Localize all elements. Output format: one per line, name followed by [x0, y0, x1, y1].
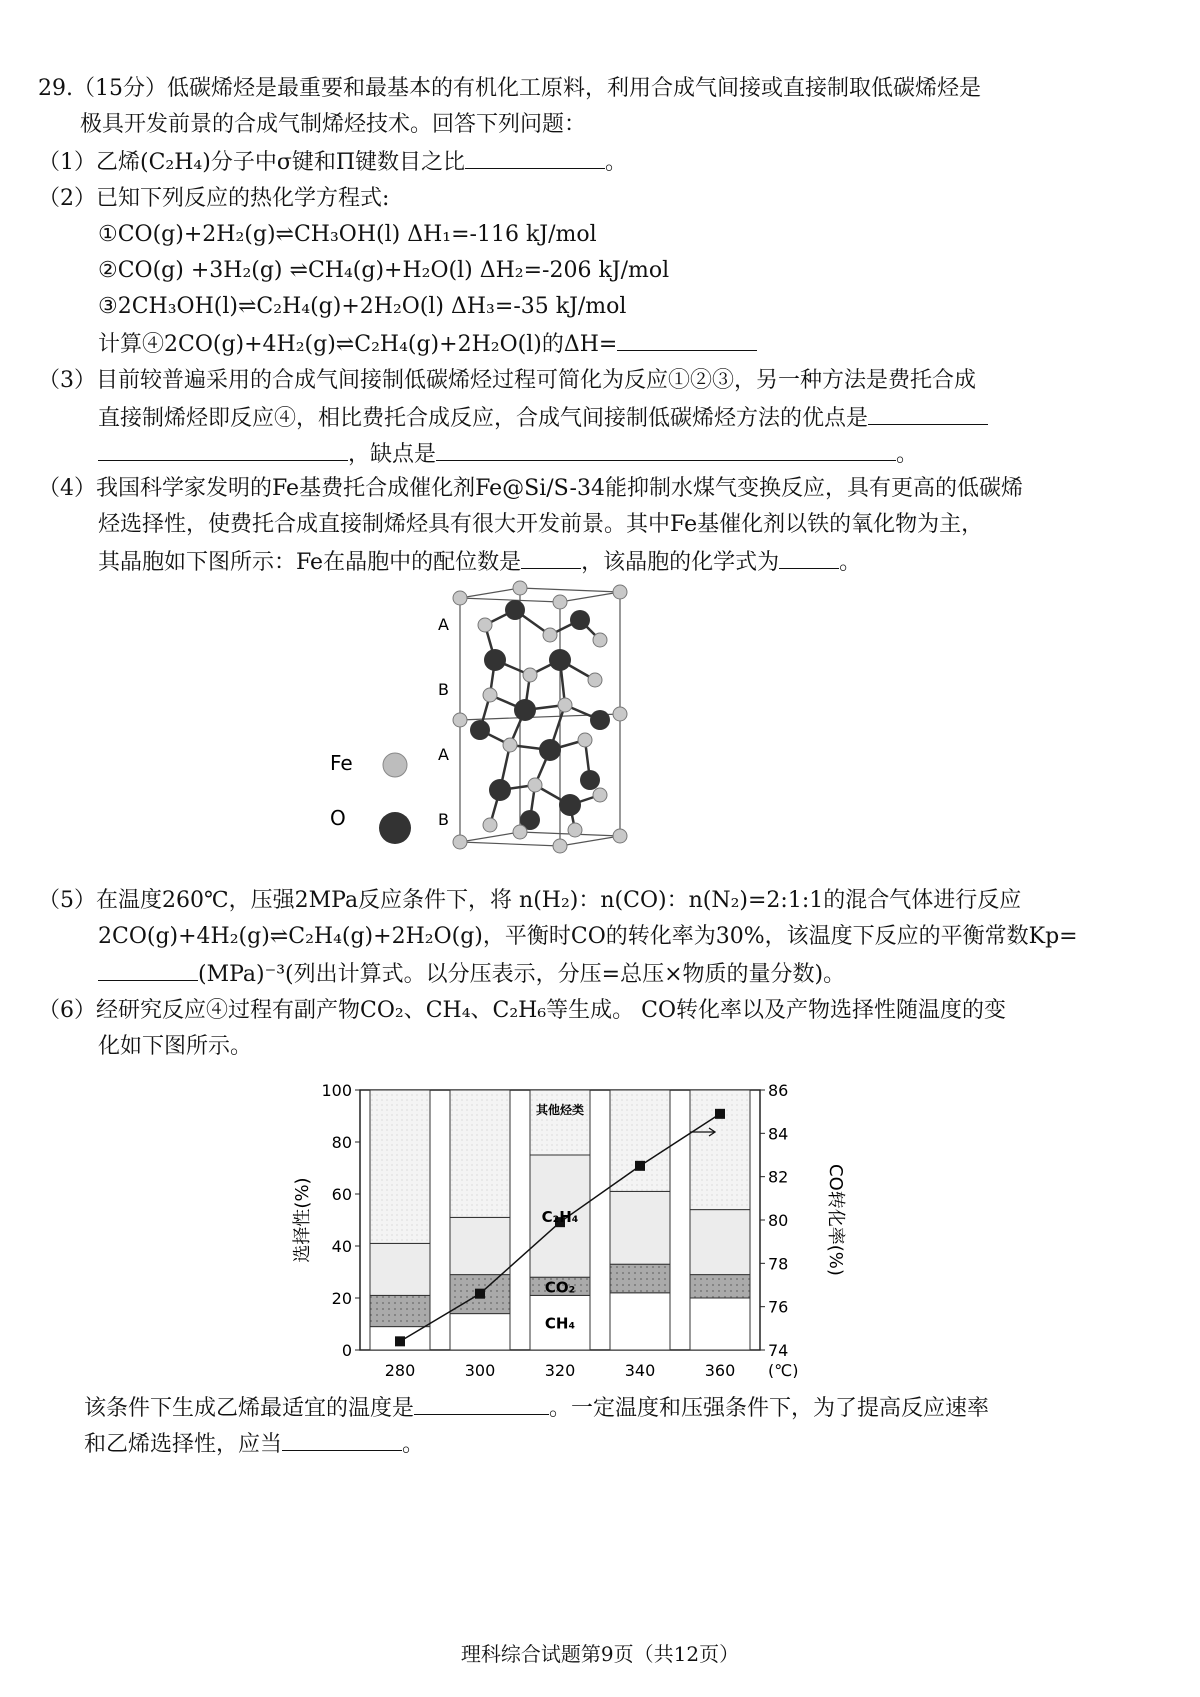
left-tick-label: 0 — [341, 1341, 352, 1360]
q5-line-1: （5）在温度260℃，压强2MPa反应条件下，将 n(H₂)：n(CO)：n(N₂)=2:1:1的混合气体进行反应 — [38, 888, 1022, 913]
question-number: 29. — [38, 76, 73, 101]
q5-line-3: (MPa)⁻³(列出计算式。以分压表示，分压=总压×物质的量分数)。 — [98, 958, 845, 990]
q2-equation-3: ③2CH₃OH(l)⇌C₂H₄(g)+2H₂O(l) ΔH₃=-35 kJ/mol — [98, 294, 627, 319]
selectivity-conversion-chart — [290, 1078, 850, 1378]
q5-line-2: 2CO(g)+4H₂(g)⇌C₂H₄(g)+2H₂O(g)，平衡时CO的转化率为30%，该温度下反应的平衡常数Kp= — [98, 924, 1078, 949]
q2-equation-1: ①CO(g)+2H₂(g)⇌CH₃OH(l) ΔH₁=-116 kJ/mol — [98, 222, 597, 247]
q2-answer-blank[interactable] — [617, 328, 757, 351]
q4-line-3: 其晶胞如下图所示：Fe在晶胞中的配位数是 ，该晶胞的化学式为 。 — [98, 546, 861, 578]
right-tick-label: 76 — [768, 1297, 789, 1317]
q3-advantage-blank[interactable] — [868, 402, 988, 425]
q3-line-2: 直接制烯烃即反应④，相比费托合成反应，合成气间接制低碳烯烃方法的优点是 — [98, 402, 988, 434]
q3-line-3: ，缺点是 。 — [98, 438, 918, 470]
bar-360-series-1 — [690, 1275, 750, 1298]
right-tick-label: 86 — [768, 1081, 789, 1100]
left-axis-ticks — [321, 1081, 360, 1360]
q6-temperature-blank[interactable] — [414, 1392, 549, 1415]
right-tick-label: 84 — [768, 1124, 789, 1144]
q6-after-line-1: 该条件下生成乙烯最适宜的温度是 。一定温度和压强条件下，为了提高反应速率 — [84, 1392, 989, 1424]
bar-320-series-3 — [530, 1090, 590, 1155]
q4-line-1: （4）我国科学家发明的Fe基费托合成催化剂Fe@Si/S-34能抑制水煤气变换反应，具有更高的低碳烯 — [38, 476, 1023, 501]
left-tick-label: 60 — [331, 1185, 352, 1204]
left-tick-label: 80 — [331, 1133, 352, 1152]
right-axis-label: CO转化率(%) — [825, 1164, 846, 1276]
left-tick-label: 40 — [331, 1237, 352, 1256]
co-conversion-point — [715, 1109, 725, 1119]
q2-heading: （2）已知下列反应的热化学方程式: — [38, 186, 390, 211]
right-tick-label: 80 — [768, 1211, 789, 1230]
legend-o-label: O — [330, 806, 346, 830]
bar-340-series-0 — [610, 1293, 670, 1350]
q3-line-1: （3）目前较普遍采用的合成气间接制低碳烯烃过程可简化为反应①②③，另一种方法是费托合成 — [38, 368, 977, 393]
q6-after-line-2: 和乙烯选择性，应当 。 — [84, 1428, 424, 1460]
legend-fe-atom — [383, 753, 407, 777]
right-tick-label: 74 — [768, 1341, 789, 1360]
left-axis-label: 选择性(%) — [292, 1177, 313, 1263]
x-tick-label: 300 — [464, 1361, 496, 1378]
left-tick-label: 100 — [321, 1081, 352, 1100]
series-label-1: CO₂ — [544, 1278, 576, 1297]
q6-line-2: 化如下图所示。 — [98, 1034, 253, 1059]
series-label-0: CH₄ — [544, 1314, 576, 1333]
q4-coordination-blank[interactable] — [521, 546, 581, 569]
series-label-3: 其他烃类 — [535, 1103, 585, 1117]
q2-equation-2: ②CO(g) +3H₂(g) ⇌CH₄(g)+H₂O(l) ΔH₂=-206 kJ/mol — [98, 258, 670, 283]
legend-fe-label: Fe — [330, 751, 353, 775]
q6-line-1: （6）经研究反应④过程有副产物CO₂、CH₄、C₂H₆等生成。 CO转化率以及产物选择性随温度的变 — [38, 998, 1007, 1023]
crystal-cell-figure — [320, 580, 700, 880]
bar-340-series-3 — [610, 1090, 670, 1191]
bar-300-series-2 — [450, 1217, 510, 1274]
layer-label-a-1: A — [438, 615, 449, 634]
bar-280-series-2 — [370, 1243, 430, 1295]
x-tick-label: 280 — [384, 1361, 416, 1378]
q4-line-2: 烃选择性，使费托合成直接制烯烃具有很大开发前景。其中Fe基催化剂以铁的氧化物为主， — [98, 512, 984, 537]
co-conversion-point — [395, 1336, 405, 1346]
co-conversion-point — [475, 1289, 485, 1299]
q1-answer-blank[interactable] — [465, 146, 605, 169]
bar-280-series-3 — [370, 1090, 430, 1243]
co-conversion-point — [635, 1161, 645, 1171]
left-tick-label: 20 — [331, 1289, 352, 1308]
page-footer: 理科综合试题第9页（共12页） — [460, 1642, 740, 1666]
bar-340-series-2 — [610, 1191, 670, 1264]
x-tick-label: 320 — [544, 1361, 576, 1378]
x-tick-label: 360 — [704, 1361, 736, 1378]
layer-label-a-2: A — [438, 745, 449, 764]
q5-kp-blank[interactable] — [98, 958, 198, 981]
series-label-2: C₂H₄ — [541, 1208, 579, 1227]
q2-calc: 计算④2CO(g)+4H₂(g)⇌C₂H₄(g)+2H₂O(l)的ΔH= — [98, 328, 757, 360]
bar-360-series-0 — [690, 1298, 750, 1350]
x-tick-label: 340 — [624, 1361, 656, 1378]
q4-formula-blank[interactable] — [779, 546, 839, 569]
q3-advantage-blank-cont[interactable] — [98, 438, 348, 461]
right-tick-label: 78 — [768, 1254, 789, 1274]
right-axis-ticks — [760, 1081, 788, 1360]
bar-360-series-2 — [690, 1210, 750, 1275]
bar-340-series-1 — [610, 1264, 670, 1293]
question-29-intro-line-1: 29.（15分）低碳烯烃是最重要和最基本的有机化工原料，利用合成气间接或直接制取低碳烯烃是 — [38, 76, 981, 101]
right-tick-label: 82 — [768, 1167, 789, 1187]
q3-disadvantage-blank[interactable] — [436, 438, 896, 461]
q1: （1）乙烯(C₂H₄)分子中σ键和Π键数目之比 。 — [38, 146, 627, 178]
bar-360-series-3 — [690, 1090, 750, 1210]
x-unit-label: (℃) — [768, 1361, 799, 1378]
layer-label-b-1: B — [438, 680, 449, 699]
bar-300-series-3 — [450, 1090, 510, 1217]
legend-o-atom — [379, 812, 411, 844]
bar-280-series-1 — [370, 1295, 430, 1326]
layer-label-b-2: B — [438, 810, 449, 829]
bar-300-series-0 — [450, 1314, 510, 1350]
question-29-intro-line-2: 极具开发前景的合成气制烯烃技术。回答下列问题： — [80, 112, 587, 137]
x-axis-ticks — [385, 1361, 736, 1378]
q6-method-blank[interactable] — [282, 1428, 402, 1451]
